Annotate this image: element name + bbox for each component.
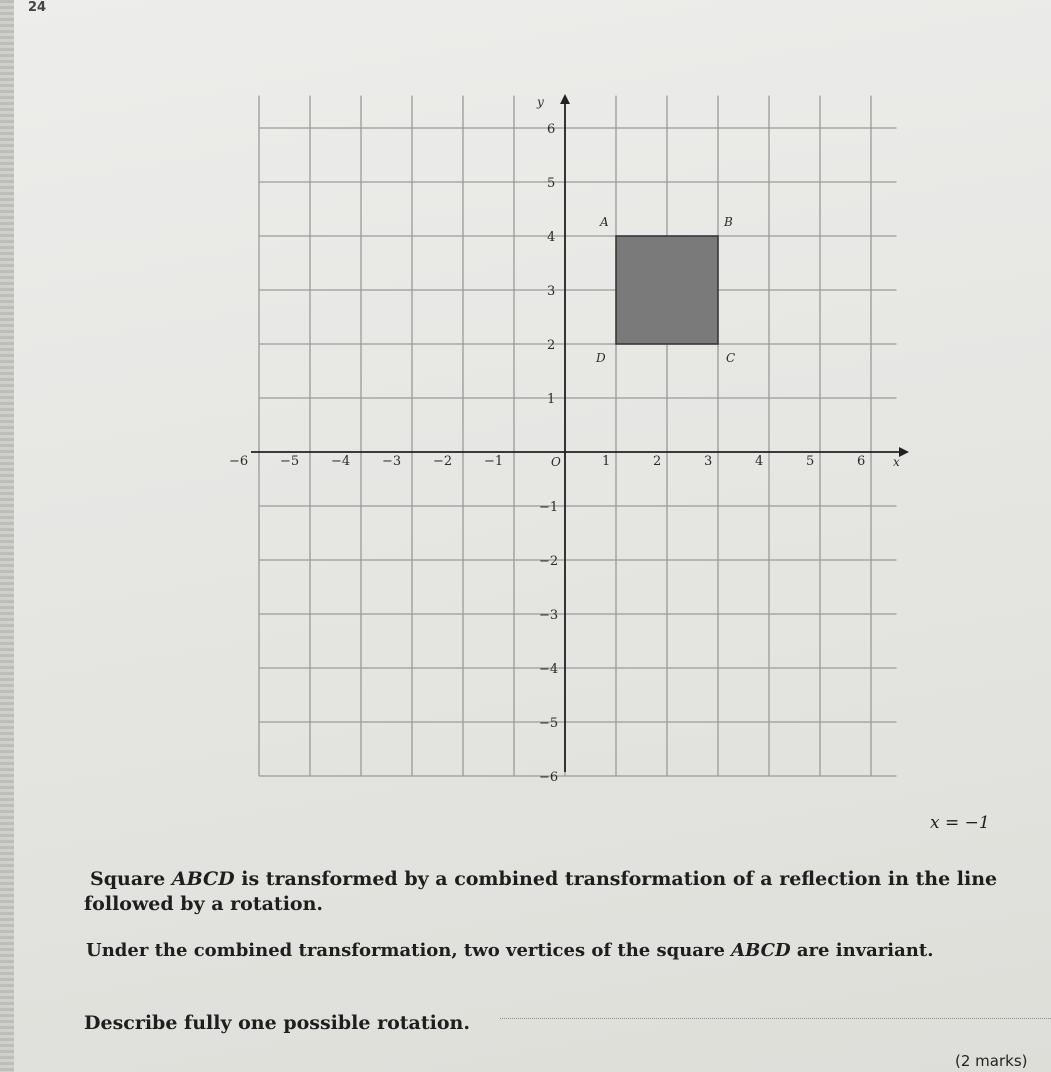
question-line-1 [90,868,997,890]
x-tick-label: 1 [602,454,611,469]
question-text: Under the combined transformation, two vertices of the square [86,940,732,961]
x-tick-label: −4 [331,454,351,469]
y-tick-label: −4 [539,662,559,677]
y-tick-label: 4 [547,230,556,245]
vertex-label-b: B [724,215,733,229]
y-tick-label: 6 [547,122,556,137]
page-number: 24 [28,0,47,15]
marks-label: (2 marks) [955,1052,1028,1070]
question-text: Square [90,868,172,890]
x-tick-label: 3 [704,454,713,469]
x-axis-label: x [893,455,900,469]
square-name: ABCD [731,940,791,961]
x-tick-label: −6 [229,454,249,469]
question-line-4: Describe fully one possible rotation. [84,1012,470,1034]
y-tick-label: 1 [547,392,556,407]
x-tick-label: −5 [280,454,300,469]
axes [251,94,909,772]
reflection-line-equation: x = −1 [930,813,990,833]
vertex-label-c: C [726,351,736,365]
vertex-label-a: A [600,215,609,229]
answer-line[interactable] [500,1018,1051,1019]
y-tick-label: 5 [547,176,556,191]
y-tick-label: −5 [539,716,559,731]
y-tick-label: 2 [547,338,556,353]
y-tick-label: −2 [539,554,559,569]
square-shape [616,236,718,344]
question-text: are invariant. [790,940,934,961]
question-line-3 [86,940,933,961]
y-tick-label: −6 [539,770,559,785]
y-tick-label: 3 [547,284,556,299]
y-tick-label: −3 [539,608,559,623]
x-tick-label: 5 [806,454,815,469]
y-axis-label: y [537,95,544,109]
question-text: is transformed by a combined transformation of a reflection in the line [234,868,998,890]
x-tick-label: 6 [857,454,866,469]
x-tick-label: 2 [653,454,662,469]
y-axis-arrow [560,94,570,104]
y-tick-label: −1 [539,500,559,515]
origin-label: O [551,455,561,469]
x-tick-label: 4 [755,454,764,469]
square-abcd [595,215,735,365]
question-line-2: followed by a rotation. [84,893,324,915]
x-tick-label: −2 [433,454,453,469]
x-axis-arrow [899,447,909,457]
vertex-label-d: D [596,351,606,365]
square-name: ABCD [171,868,235,890]
grid-lines [259,96,897,776]
x-tick-label: −1 [484,454,504,469]
x-tick-label: −3 [382,454,402,469]
